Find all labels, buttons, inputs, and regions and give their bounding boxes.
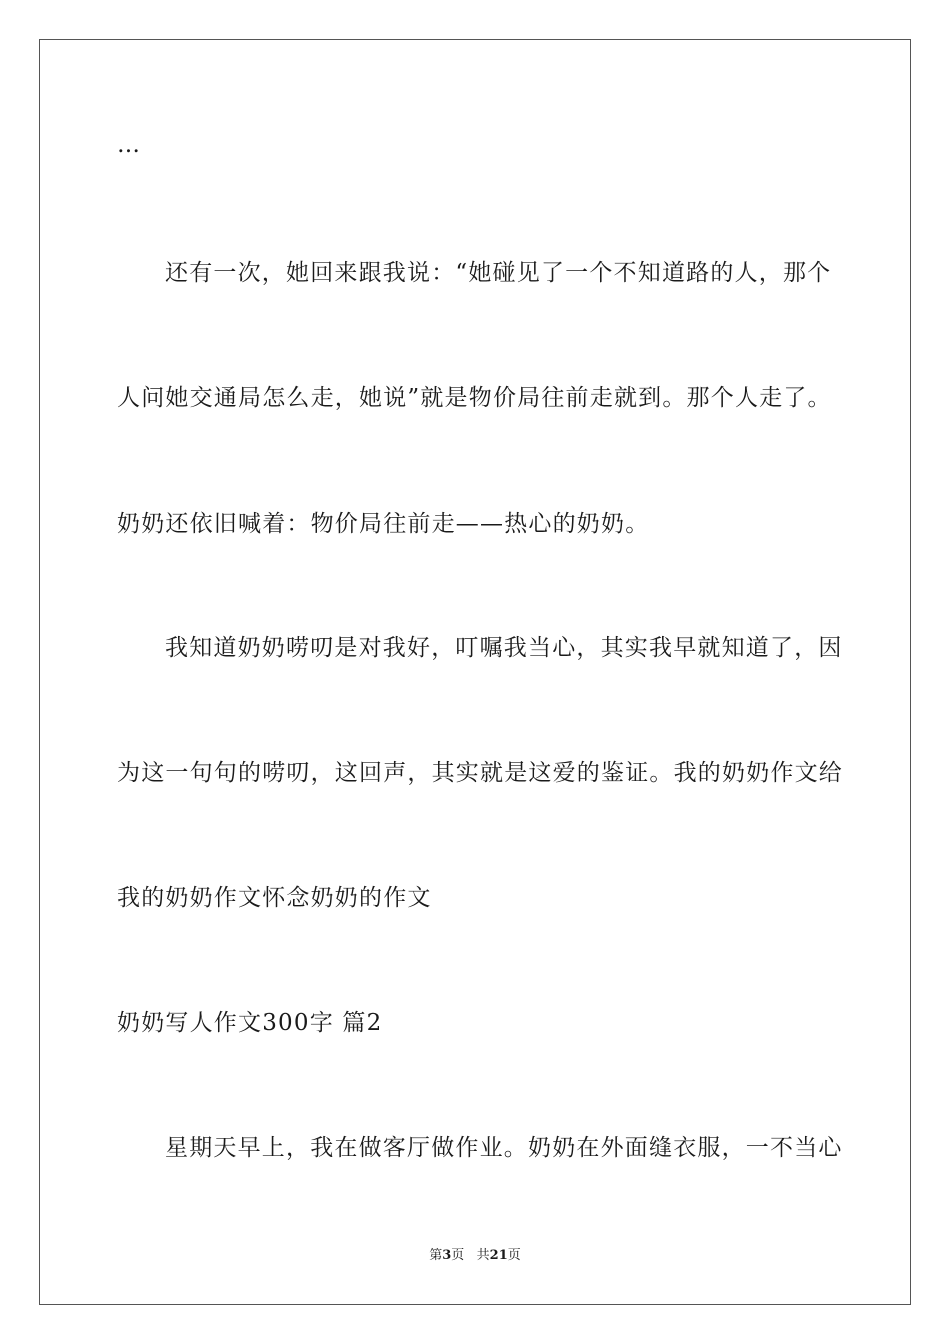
page-footer [0, 1247, 950, 1265]
paragraph-line: 星期天早上，我在做客厅做作业。奶奶在外面缝衣服，一不当心 [165, 1135, 843, 1161]
ellipsis-line: … [117, 132, 142, 158]
paragraph-line: 为这一句句的唠叨，这回声，其实就是这爱的鉴证。我的奶奶作文给 [117, 760, 843, 786]
paragraph-line: 还有一次，她回来跟我说：“她碰见了一个不知道路的人，那个 [165, 260, 832, 286]
footer-middle: 页 共 [451, 1248, 490, 1263]
footer-suffix: 页 [507, 1248, 521, 1263]
paragraph-line: 人问她交通局怎么走，她说”就是物价局往前走就到。那个人走了。 [117, 385, 832, 411]
current-page-number: 3 [442, 1248, 452, 1263]
footer-prefix: 第 [429, 1248, 443, 1263]
paragraph-line: 奶奶还依旧喊着：物价局往前走——热心的奶奶。 [117, 511, 650, 537]
page-frame [39, 39, 911, 1305]
paragraph-line: 我知道奶奶唠叨是对我好，叮嘱我当心，其实我早就知道了，因 [165, 635, 843, 661]
total-pages-number: 21 [489, 1248, 508, 1263]
paragraph-line: 我的奶奶作文怀念奶奶的作文 [117, 885, 432, 911]
section-heading: 奶奶写人作文300字 篇2 [117, 1010, 383, 1036]
